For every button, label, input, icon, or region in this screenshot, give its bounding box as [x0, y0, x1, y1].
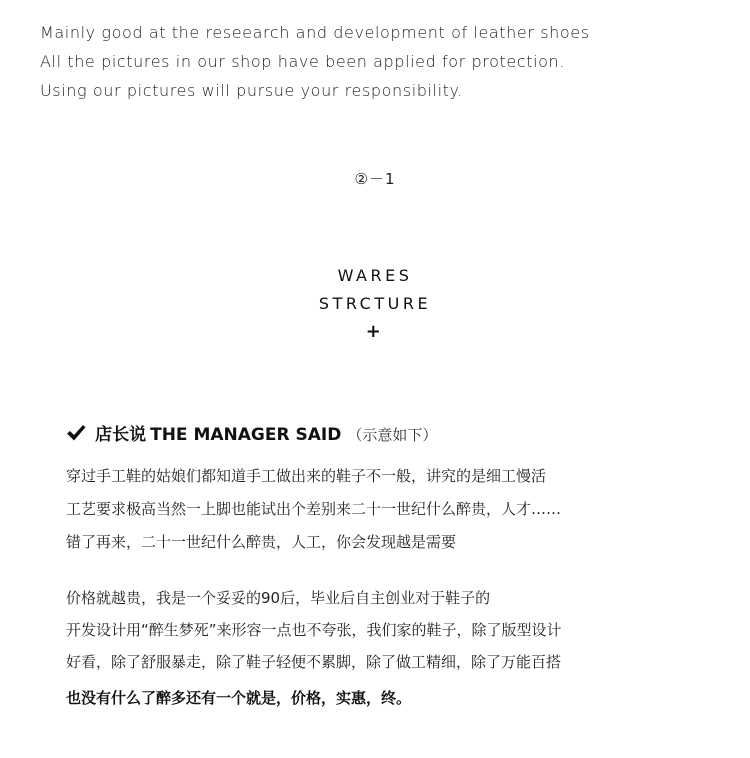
paragraph-line: 开发设计用“醉生梦死”来形容一点也不夸张，我们家的鞋子，除了版型设计 [66, 621, 562, 639]
paragraph-line: 工艺要求极高当然一上脚也能试出个差别来二十一世纪什么醉贵，人才…… [66, 500, 562, 518]
checkmark-icon [66, 424, 86, 442]
intro-line: All the pictures in our shop have been applied for protection. [40, 52, 565, 71]
manager-said-heading [66, 420, 437, 450]
manager-title-zh: 店长说 [95, 425, 147, 445]
paragraph-price [66, 582, 726, 714]
manager-title-en: THE MANAGER SAID [150, 425, 342, 445]
plus-icon: + [365, 321, 385, 342]
paragraph-line: 穿过手工鞋的姑娘们都知道手工做出来的鞋子不一般，讲究的是细工慢活 [66, 467, 547, 485]
manager-note: （示意如下） [347, 426, 438, 444]
heading-line-wares: WARES [337, 266, 413, 285]
heading-line-structure: STRCTURE [318, 294, 432, 313]
paragraph-line: 错了再来，二十一世纪什么醉贵，人工，你会发现越是需要 [66, 533, 457, 551]
page-indicator: ②－1 [354, 170, 396, 188]
intro-line: Mainly good at the reseearch and development of leather shoes [40, 23, 590, 42]
paragraph-craft [66, 460, 726, 559]
closing-statement: 也没有什么了醉多还有一个就是，价格，实惠，终。 [66, 689, 412, 707]
paragraph-line: 价格就越贵，我是一个妥妥的90后，毕业后自主创业对于鞋子的 [66, 589, 491, 607]
section-heading [0, 262, 750, 346]
paragraph-line: 好看，除了舒服暴走，除了鞋子轻便不累脚，除了做工精细，除了万能百搭 [66, 653, 562, 671]
intro-text [40, 18, 720, 105]
intro-line: Using our pictures will pursue your responsibility. [40, 81, 463, 100]
